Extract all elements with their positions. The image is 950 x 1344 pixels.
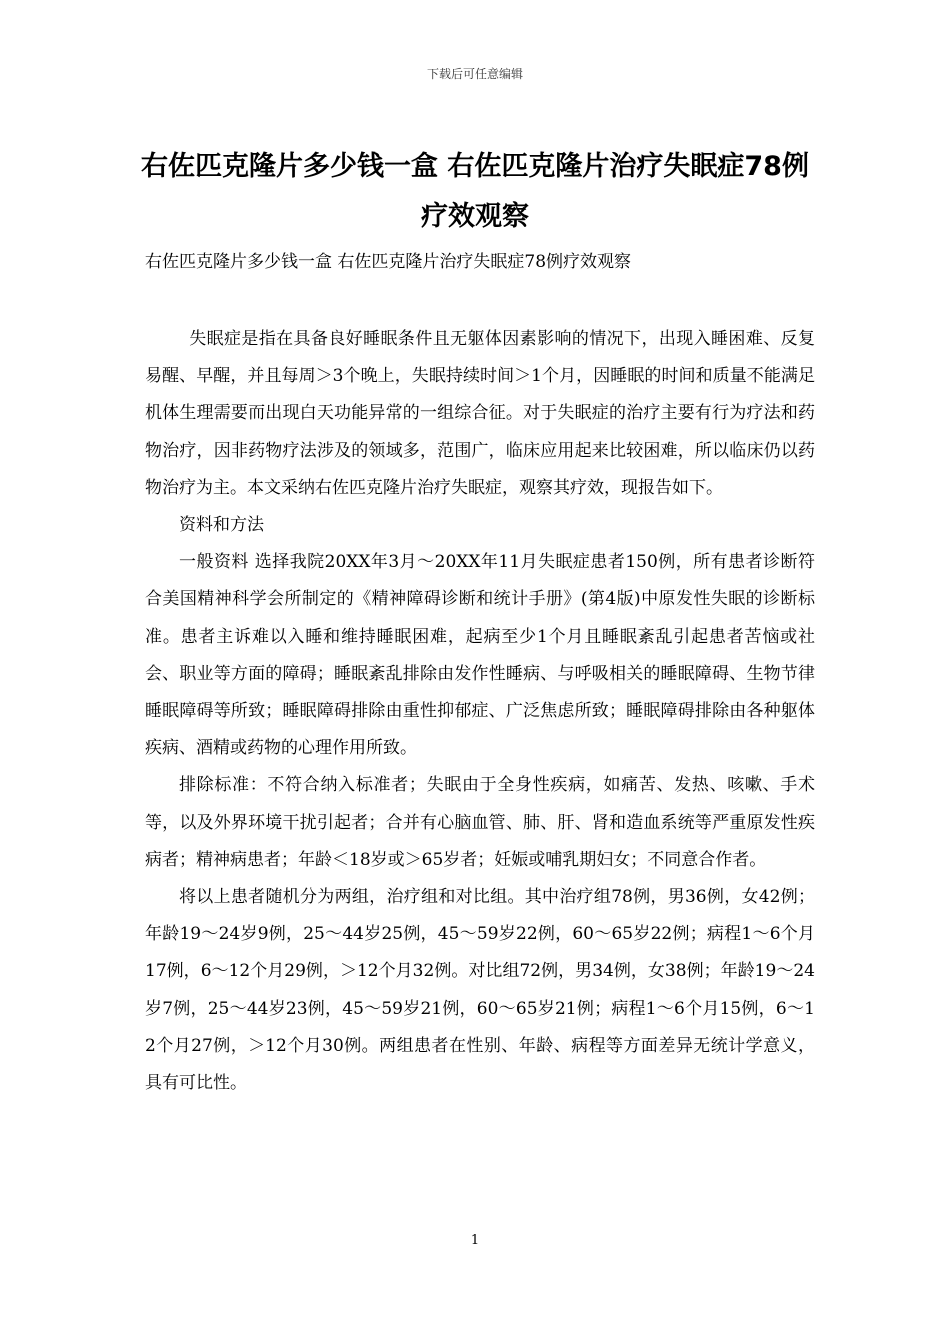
paragraph-general-data: 一般资料 选择我院20XX年3月～20XX年11月失眠症患者150例，所有患者诊断符合美国精神科学会所制定的《精神障碍诊断和统计手册》(第4版)中原发性失眠的诊断标准。患者主诉难以入睡和维持睡眠困难，起病至少1个月且睡眠紊乱引起患者苦恼或社会、职业等方面的障碍；睡眠紊乱排除由发作性睡病、与呼吸相关的睡眠障碍、生物节律睡眠障碍等所致；睡眠障碍排除由重性抑郁症、广泛焦虑所致；睡眠障碍排除由各种躯体疾病、酒精或药物的心理作用所致。 (145, 552, 815, 759)
document-body (145, 321, 815, 1102)
page-number: 1 (470, 1233, 480, 1248)
paragraph-grouping: 将以上患者随机分为两组，治疗组和对比组。其中治疗组78例，男36例，女42例；年龄19～24岁9例，25～44岁25例，45～59岁22例，60～65岁22例；病程1～6个月17例，6～12个月29例，＞12个月32例。对比组72例，男34例，女38例；年龄19～24岁7例，25～44岁23例，45～59岁21例，60～65岁21例；病程1～6个月15例，6～12个月27例，＞12个月30例。两组患者在性别、年龄、病程等方面差异无统计学意义，具有可比性。 (145, 887, 815, 1094)
document-subtitle: 右佐匹克隆片多少钱一盒 右佐匹克隆片治疗失眠症78例疗效观察 (145, 252, 632, 272)
paragraph-intro: 失眠症是指在具备良好睡眠条件且无躯体因素影响的情况下，出现入睡困难、反复易醒、早醒，并且每周＞3个晚上，失眠持续时间＞1个月，因睡眠的时间和质量不能满足机体生理需要而出现白天功能异常的一组综合征。对于失眠症的治疗主要有行为疗法和药物治疗，因非药物疗法涉及的领域多，范围广，临床应用起来比较困难，所以临床仍以药物治疗为主。本文采纳右佐匹克隆片治疗失眠症，观察其疗效，现报告如下。 (145, 329, 815, 498)
page-header-note: 下载后可任意编辑 (426, 67, 523, 81)
document-title: 右佐匹克隆片多少钱一盒 右佐匹克隆片治疗失眠症78例疗效观察 (141, 151, 809, 232)
paragraph-exclusion-criteria: 排除标准：不符合纳入标准者；失眠由于全身性疾病，如痛苦、发热、咳嗽、手术等，以及外界环境干扰引起者；合并有心脑血管、肺、肝、肾和造血系统等严重原发性疾病者；精神病患者；年龄＜18岁或＞65岁者；妊娠或哺乳期妇女；不同意合作者。 (145, 775, 815, 870)
section-heading-materials-methods: 资料和方法 (179, 515, 264, 536)
